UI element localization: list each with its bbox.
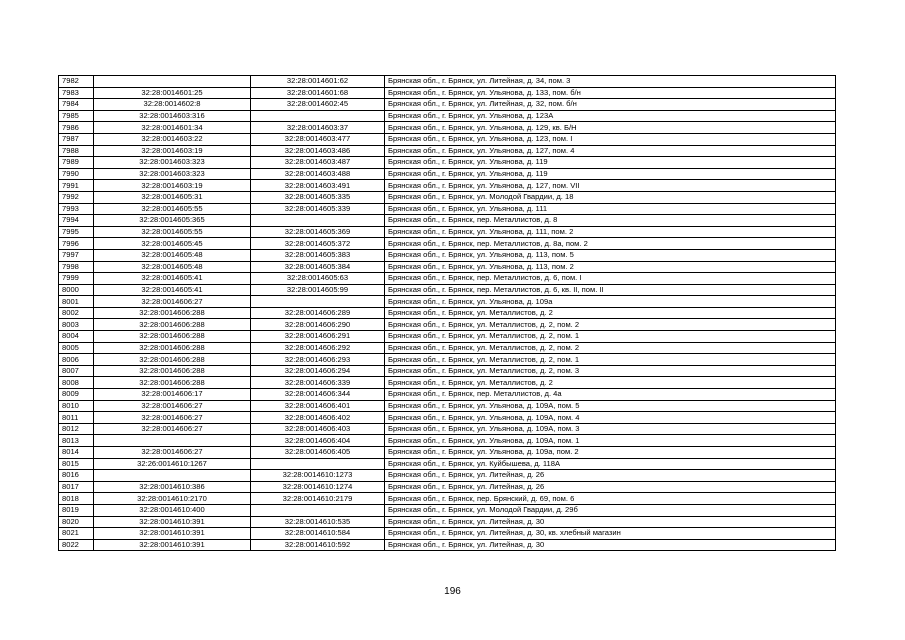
cadastral-number-cell: 32:28:0014610:1273 — [251, 470, 385, 482]
table-row — [59, 365, 836, 377]
address-cell: Брянская обл., г. Брянск, ул. Ульянова, д. 129, кв. Б/Н — [385, 122, 836, 134]
row-number-cell: 8010 — [59, 400, 94, 412]
cadastral-number-cell: 32:28:0014606:344 — [251, 389, 385, 401]
parent-cadastral-cell: 32:28:0014606:288 — [94, 354, 251, 366]
address-cell: Брянская обл., г. Брянск, ул. Ульянова, д. 109А, пом. 1 — [385, 435, 836, 447]
address-cell: Брянская обл., г. Брянск, пер. Металлистов, д. 8 — [385, 215, 836, 227]
cadastral-number-cell: 32:28:0014610:2179 — [251, 493, 385, 505]
row-number-cell: 8014 — [59, 447, 94, 459]
parent-cadastral-cell: 32:28:0014605:55 — [94, 203, 251, 215]
cadastral-number-cell: 32:28:0014610:584 — [251, 528, 385, 540]
cadastral-number-cell: 32:28:0014606:292 — [251, 342, 385, 354]
table-row — [59, 296, 836, 308]
address-cell: Брянская обл., г. Брянск, пер. Металлистов, д. 4а — [385, 389, 836, 401]
parent-cadastral-cell: 32:28:0014606:288 — [94, 365, 251, 377]
parent-cadastral-cell: 32:28:0014606:27 — [94, 296, 251, 308]
table-row — [59, 528, 836, 540]
cadastral-number-cell: 32:28:0014605:63 — [251, 273, 385, 285]
address-cell: Брянская обл., г. Брянск, ул. Ульянова, д. 127, пом. VII — [385, 180, 836, 192]
parent-cadastral-cell: 32:28:0014606:27 — [94, 400, 251, 412]
cadastral-number-cell: 32:28:0014610:1274 — [251, 481, 385, 493]
table-row — [59, 447, 836, 459]
parent-cadastral-cell: 32:28:0014606:17 — [94, 389, 251, 401]
row-number-cell: 8002 — [59, 307, 94, 319]
row-number-cell: 7985 — [59, 110, 94, 122]
address-cell: Брянская обл., г. Брянск, ул. Ульянова, д. 109А, пом. 5 — [385, 400, 836, 412]
address-cell: Брянская обл., г. Брянск, ул. Ульянова, д. 109а — [385, 296, 836, 308]
table-row — [59, 435, 836, 447]
table-row — [59, 168, 836, 180]
address-cell: Брянская обл., г. Брянск, ул. Ульянова, д. 113, пом. 5 — [385, 249, 836, 261]
row-number-cell: 8018 — [59, 493, 94, 505]
row-number-cell: 8009 — [59, 389, 94, 401]
cadastral-number-cell: 32:28:0014606:404 — [251, 435, 385, 447]
row-number-cell: 7989 — [59, 157, 94, 169]
address-cell: Брянская обл., г. Брянск, ул. Ульянова, д. 123, пом. I — [385, 133, 836, 145]
table-row — [59, 191, 836, 203]
parent-cadastral-cell: 32:28:0014610:391 — [94, 528, 251, 540]
address-cell: Брянская обл., г. Брянск, пер. Металлистов, д. 8а, пом. 2 — [385, 238, 836, 250]
address-cell: Брянская обл., г. Брянск, ул. Ульянова, д. 119 — [385, 157, 836, 169]
parent-cadastral-cell: 32:28:0014606:288 — [94, 377, 251, 389]
cadastral-number-cell: 32:28:0014606:405 — [251, 447, 385, 459]
row-number-cell: 7986 — [59, 122, 94, 134]
parent-cadastral-cell — [94, 435, 251, 447]
table-row — [59, 319, 836, 331]
table-row — [59, 470, 836, 482]
page-number: 196 — [444, 586, 461, 597]
address-cell: Брянская обл., г. Брянск, ул. Литейная, д. 26 — [385, 481, 836, 493]
cadastral-number-cell — [251, 458, 385, 470]
table-row — [59, 493, 836, 505]
cadastral-number-cell: 32:28:0014602:45 — [251, 99, 385, 111]
row-number-cell: 8020 — [59, 516, 94, 528]
cadastral-number-cell: 32:28:0014606:403 — [251, 423, 385, 435]
cadastral-number-cell — [251, 504, 385, 516]
address-cell: Брянская обл., г. Брянск, ул. Ульянова, д. 123А — [385, 110, 836, 122]
registry-table-body — [59, 76, 836, 551]
address-cell: Брянская обл., г. Брянск, ул. Молодой Гвардии, д. 29б — [385, 504, 836, 516]
row-number-cell: 8019 — [59, 504, 94, 516]
table-row — [59, 249, 836, 261]
row-number-cell: 7990 — [59, 168, 94, 180]
parent-cadastral-cell: 32:28:0014606:288 — [94, 319, 251, 331]
parent-cadastral-cell: 32:28:0014605:31 — [94, 191, 251, 203]
row-number-cell: 8017 — [59, 481, 94, 493]
cadastral-number-cell: 32:28:0014606:289 — [251, 307, 385, 319]
address-cell: Брянская обл., г. Брянск, ул. Литейная, д. 34, пом. 3 — [385, 76, 836, 88]
parent-cadastral-cell: 32:28:0014606:27 — [94, 447, 251, 459]
parent-cadastral-cell: 32:28:0014605:48 — [94, 249, 251, 261]
row-number-cell: 7987 — [59, 133, 94, 145]
address-cell: Брянская обл., г. Брянск, ул. Ульянова, д. 111, пом. 2 — [385, 226, 836, 238]
cadastral-number-cell: 32:28:0014603:37 — [251, 122, 385, 134]
table-row — [59, 307, 836, 319]
cadastral-number-cell — [251, 110, 385, 122]
address-cell: Брянская обл., г. Брянск, ул. Литейная, д. 30 — [385, 539, 836, 551]
address-cell: Брянская обл., г. Брянск, ул. Ульянова, д. 111 — [385, 203, 836, 215]
parent-cadastral-cell: 32:28:0014606:288 — [94, 307, 251, 319]
parent-cadastral-cell: 32:28:0014603:323 — [94, 168, 251, 180]
parent-cadastral-cell: 32:28:0014603:22 — [94, 133, 251, 145]
cadastral-number-cell: 32:28:0014605:335 — [251, 191, 385, 203]
parent-cadastral-cell: 32:28:0014606:27 — [94, 423, 251, 435]
table-row — [59, 504, 836, 516]
cadastral-number-cell: 32:28:0014603:487 — [251, 157, 385, 169]
row-number-cell: 7988 — [59, 145, 94, 157]
parent-cadastral-cell: 32:28:0014606:27 — [94, 412, 251, 424]
table-row — [59, 203, 836, 215]
address-cell: Брянская обл., г. Брянск, ул. Металлистов, д. 2 — [385, 377, 836, 389]
parent-cadastral-cell: 32:28:0014610:391 — [94, 516, 251, 528]
address-cell: Брянская обл., г. Брянск, ул. Молодой Гвардии, д. 18 — [385, 191, 836, 203]
address-cell: Брянская обл., г. Брянск, пер. Металлистов, д. 6, кв. II, пом. II — [385, 284, 836, 296]
cadastral-number-cell: 32:28:0014610:535 — [251, 516, 385, 528]
address-cell: Брянская обл., г. Брянск, ул. Ульянова, д. 109А, пом. 4 — [385, 412, 836, 424]
table-row — [59, 516, 836, 528]
parent-cadastral-cell: 32:28:0014610:400 — [94, 504, 251, 516]
row-number-cell: 7997 — [59, 249, 94, 261]
table-row — [59, 423, 836, 435]
address-cell: Брянская обл., г. Брянск, ул. Литейная, д. 26 — [385, 470, 836, 482]
table-row — [59, 133, 836, 145]
row-number-cell: 8016 — [59, 470, 94, 482]
row-number-cell: 8000 — [59, 284, 94, 296]
address-cell: Брянская обл., г. Брянск, ул. Металлистов, д. 2 — [385, 307, 836, 319]
parent-cadastral-cell: 32:28:0014605:48 — [94, 261, 251, 273]
row-number-cell: 8003 — [59, 319, 94, 331]
table-row — [59, 87, 836, 99]
address-cell: Брянская обл., г. Брянск, ул. Ульянова, д. 119 — [385, 168, 836, 180]
cadastral-number-cell: 32:28:0014601:62 — [251, 76, 385, 88]
parent-cadastral-cell: 32:28:0014606:288 — [94, 331, 251, 343]
parent-cadastral-cell: 32:28:0014603:316 — [94, 110, 251, 122]
table-row — [59, 180, 836, 192]
cadastral-number-cell: 32:28:0014603:477 — [251, 133, 385, 145]
parent-cadastral-cell: 32:28:0014602:8 — [94, 99, 251, 111]
row-number-cell: 7994 — [59, 215, 94, 227]
parent-cadastral-cell: 32:28:0014605:45 — [94, 238, 251, 250]
table-row — [59, 122, 836, 134]
parent-cadastral-cell: 32:28:0014606:288 — [94, 342, 251, 354]
address-cell: Брянская обл., г. Брянск, ул. Ульянова, д. 127, пом. 4 — [385, 145, 836, 157]
row-number-cell: 8021 — [59, 528, 94, 540]
parent-cadastral-cell: 32:28:0014610:386 — [94, 481, 251, 493]
address-cell: Брянская обл., г. Брянск, ул. Ульянова, д. 109а, пом. 2 — [385, 447, 836, 459]
cadastral-number-cell: 32:28:0014603:488 — [251, 168, 385, 180]
table-row — [59, 284, 836, 296]
parent-cadastral-cell: 32:28:0014603:19 — [94, 145, 251, 157]
row-number-cell: 8012 — [59, 423, 94, 435]
table-row — [59, 354, 836, 366]
table-row — [59, 412, 836, 424]
parent-cadastral-cell — [94, 470, 251, 482]
address-cell: Брянская обл., г. Брянск, ул. Куйбышева, д. 118А — [385, 458, 836, 470]
parent-cadastral-cell: 32:28:0014603:323 — [94, 157, 251, 169]
cadastral-number-cell: 32:28:0014605:339 — [251, 203, 385, 215]
row-number-cell: 7983 — [59, 87, 94, 99]
table-row — [59, 458, 836, 470]
cadastral-number-cell — [251, 296, 385, 308]
table-row — [59, 539, 836, 551]
address-cell: Брянская обл., г. Брянск, ул. Литейная, д. 30, кв. хлебный магазин — [385, 528, 836, 540]
table-row — [59, 400, 836, 412]
row-number-cell: 7982 — [59, 76, 94, 88]
parent-cadastral-cell: 32:28:0014601:34 — [94, 122, 251, 134]
parent-cadastral-cell: 32:28:0014605:365 — [94, 215, 251, 227]
cadastral-number-cell: 32:28:0014610:592 — [251, 539, 385, 551]
table-row — [59, 145, 836, 157]
parent-cadastral-cell: 32:28:0014601:25 — [94, 87, 251, 99]
row-number-cell: 8006 — [59, 354, 94, 366]
cadastral-number-cell: 32:28:0014605:383 — [251, 249, 385, 261]
address-cell: Брянская обл., г. Брянск, ул. Ульянова, д. 133, пом. б/н — [385, 87, 836, 99]
registry-table — [58, 75, 836, 551]
row-number-cell: 7991 — [59, 180, 94, 192]
row-number-cell: 8013 — [59, 435, 94, 447]
row-number-cell: 8004 — [59, 331, 94, 343]
table-row — [59, 389, 836, 401]
address-cell: Брянская обл., г. Брянск, пер. Металлистов, д. 6, пом. I — [385, 273, 836, 285]
row-number-cell: 7993 — [59, 203, 94, 215]
row-number-cell: 8005 — [59, 342, 94, 354]
row-number-cell: 8022 — [59, 539, 94, 551]
table-row — [59, 215, 836, 227]
parent-cadastral-cell: 32:28:0014605:41 — [94, 273, 251, 285]
cadastral-number-cell — [251, 215, 385, 227]
row-number-cell: 8007 — [59, 365, 94, 377]
parent-cadastral-cell: 32:26:0014610:1267 — [94, 458, 251, 470]
address-cell: Брянская обл., г. Брянск, ул. Металлистов, д. 2, пом. 3 — [385, 365, 836, 377]
cadastral-number-cell: 32:28:0014605:99 — [251, 284, 385, 296]
table-row — [59, 226, 836, 238]
parent-cadastral-cell — [94, 76, 251, 88]
table-row — [59, 331, 836, 343]
address-cell: Брянская обл., г. Брянск, ул. Ульянова, д. 113, пом. 2 — [385, 261, 836, 273]
cadastral-number-cell: 32:28:0014606:293 — [251, 354, 385, 366]
row-number-cell: 7996 — [59, 238, 94, 250]
address-cell: Брянская обл., г. Брянск, ул. Литейная, д. 30 — [385, 516, 836, 528]
table-row — [59, 342, 836, 354]
cadastral-number-cell: 32:28:0014606:402 — [251, 412, 385, 424]
table-row — [59, 157, 836, 169]
cadastral-number-cell: 32:28:0014605:384 — [251, 261, 385, 273]
parent-cadastral-cell: 32:28:0014610:391 — [94, 539, 251, 551]
row-number-cell: 8011 — [59, 412, 94, 424]
address-cell: Брянская обл., г. Брянск, ул. Металлистов, д. 2, пом. 2 — [385, 319, 836, 331]
table-row — [59, 76, 836, 88]
table-row — [59, 377, 836, 389]
address-cell: Брянская обл., г. Брянск, ул. Металлистов, д. 2, пом. 1 — [385, 354, 836, 366]
row-number-cell: 8015 — [59, 458, 94, 470]
address-cell: Брянская обл., г. Брянск, ул. Литейная, д. 32, пом. б/н — [385, 99, 836, 111]
row-number-cell: 7992 — [59, 191, 94, 203]
row-number-cell: 7998 — [59, 261, 94, 273]
cadastral-number-cell: 32:28:0014606:339 — [251, 377, 385, 389]
cadastral-number-cell: 32:28:0014606:291 — [251, 331, 385, 343]
parent-cadastral-cell: 32:28:0014605:41 — [94, 284, 251, 296]
row-number-cell: 7995 — [59, 226, 94, 238]
cadastral-number-cell: 32:28:0014605:369 — [251, 226, 385, 238]
table-row — [59, 273, 836, 285]
row-number-cell: 8008 — [59, 377, 94, 389]
cadastral-number-cell: 32:28:0014605:372 — [251, 238, 385, 250]
row-number-cell: 7984 — [59, 99, 94, 111]
address-cell: Брянская обл., г. Брянск, ул. Ульянова, д. 109А, пом. 3 — [385, 423, 836, 435]
table-row — [59, 238, 836, 250]
cadastral-number-cell: 32:28:0014606:401 — [251, 400, 385, 412]
parent-cadastral-cell: 32:28:0014605:55 — [94, 226, 251, 238]
table-row — [59, 99, 836, 111]
parent-cadastral-cell: 32:28:0014610:2170 — [94, 493, 251, 505]
row-number-cell: 7999 — [59, 273, 94, 285]
table-row — [59, 481, 836, 493]
address-cell: Брянская обл., г. Брянск, ул. Металлистов, д. 2, пом. 1 — [385, 331, 836, 343]
table-row — [59, 110, 836, 122]
parent-cadastral-cell: 32:28:0014603:19 — [94, 180, 251, 192]
cadastral-number-cell: 32:28:0014606:294 — [251, 365, 385, 377]
table-row — [59, 261, 836, 273]
address-cell: Брянская обл., г. Брянск, ул. Металлистов, д. 2, пом. 2 — [385, 342, 836, 354]
cadastral-number-cell: 32:28:0014603:491 — [251, 180, 385, 192]
address-cell: Брянская обл., г. Брянск, пер. Брянский, д. 69, пом. 6 — [385, 493, 836, 505]
cadastral-number-cell: 32:28:0014601:68 — [251, 87, 385, 99]
cadastral-number-cell: 32:28:0014603:486 — [251, 145, 385, 157]
cadastral-number-cell: 32:28:0014606:290 — [251, 319, 385, 331]
row-number-cell: 8001 — [59, 296, 94, 308]
